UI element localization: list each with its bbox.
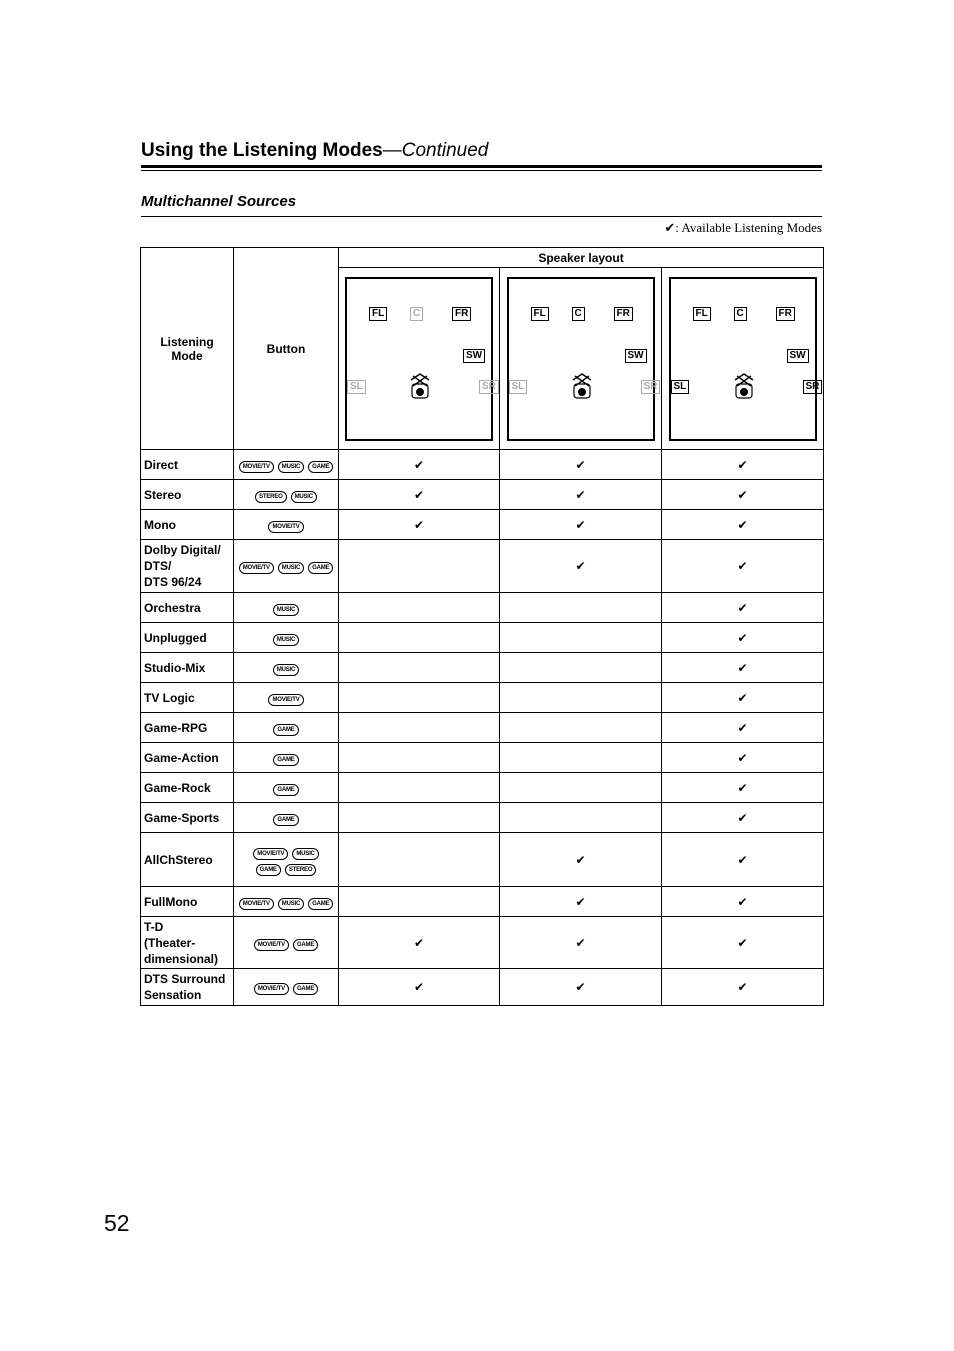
- remote-button-icon: GAME: [308, 461, 333, 473]
- speaker-fl-label: FL: [693, 307, 711, 321]
- remote-button-icon: GAME: [293, 939, 318, 951]
- availability-check: ✔: [339, 480, 500, 510]
- page-title: Using the Listening Modes—Continued: [141, 140, 489, 161]
- col-speaker-header: Speaker layout: [339, 248, 824, 268]
- speaker-layout-diagram: [507, 277, 658, 441]
- table-row: [141, 803, 824, 833]
- remote-button-icon: MOVIE/TV: [268, 694, 303, 706]
- availability-check: ✔: [500, 887, 662, 917]
- availability-check: ✔: [662, 969, 824, 1006]
- speaker-sw-label: SW: [787, 349, 809, 363]
- speaker-sl-label: SL: [347, 380, 366, 394]
- speaker-fr-label: FR: [452, 307, 471, 321]
- remote-button-icon: MUSIC: [278, 461, 304, 473]
- table-row: [141, 683, 824, 713]
- mode-name: AllChStereo: [141, 833, 234, 887]
- speaker-fr-label: FR: [776, 307, 795, 321]
- button-cell: [234, 969, 339, 1006]
- mode-name: Dolby Digital/ DTS/ DTS 96/24: [141, 540, 234, 593]
- listener-icon: [409, 372, 431, 400]
- remote-button-icon: MOVIE/TV: [239, 461, 274, 473]
- mode-name: TV Logic: [141, 683, 234, 713]
- button-cell: [234, 683, 339, 713]
- table-row: [141, 593, 824, 623]
- availability-check: [500, 773, 662, 803]
- availability-check: [339, 743, 500, 773]
- availability-check: [500, 623, 662, 653]
- listening-mode-table: [140, 247, 824, 1006]
- remote-button-icon: MUSIC: [273, 634, 299, 646]
- table-row: [141, 887, 824, 917]
- availability-check: ✔: [500, 969, 662, 1006]
- page-number: 52: [104, 1210, 130, 1236]
- availability-check: ✔: [662, 653, 824, 683]
- availability-check: [339, 773, 500, 803]
- availability-check: ✔: [662, 743, 824, 773]
- table-row: [141, 653, 824, 683]
- speaker-sl-label: SL: [671, 380, 690, 394]
- remote-button-icon: GAME: [308, 898, 333, 910]
- availability-check: ✔: [662, 510, 824, 540]
- table-row: [141, 833, 824, 887]
- availability-check: ✔: [339, 917, 500, 969]
- availability-check: [339, 803, 500, 833]
- speaker-c-label: C: [734, 307, 747, 321]
- button-cell: [234, 803, 339, 833]
- availability-check: ✔: [662, 683, 824, 713]
- availability-check: [339, 593, 500, 623]
- remote-button-icon: MUSIC: [291, 491, 317, 503]
- remote-button-icon: GAME: [256, 864, 281, 876]
- speaker-sw-label: SW: [463, 349, 485, 363]
- mode-name: Game-Rock: [141, 773, 234, 803]
- availability-check: [339, 833, 500, 887]
- table-row: [141, 917, 824, 969]
- availability-check: [500, 683, 662, 713]
- button-cell: [234, 653, 339, 683]
- remote-button-icon: MUSIC: [278, 562, 304, 574]
- availability-check: ✔: [500, 917, 662, 969]
- section-title: Multichannel Sources: [141, 193, 297, 210]
- remote-button-icon: STEREO: [285, 864, 316, 876]
- availability-check: ✔: [662, 540, 824, 593]
- mode-name: Orchestra: [141, 593, 234, 623]
- speaker-diagram-cell: [339, 268, 500, 450]
- availability-check: ✔: [500, 510, 662, 540]
- title-rule-thin: [141, 170, 822, 171]
- remote-button-icon: MOVIE/TV: [239, 898, 274, 910]
- button-cell: [234, 510, 339, 540]
- section-rule: [141, 216, 822, 217]
- availability-check: [500, 743, 662, 773]
- mode-name: Direct: [141, 450, 234, 480]
- availability-check: [500, 593, 662, 623]
- remote-button-icon: MUSIC: [273, 664, 299, 676]
- availability-check: ✔: [662, 480, 824, 510]
- remote-button-icon: MOVIE/TV: [268, 521, 303, 533]
- button-cell: [234, 713, 339, 743]
- availability-check: ✔: [662, 593, 824, 623]
- listener-icon: [733, 372, 755, 400]
- check-icon: ✔: [664, 220, 676, 235]
- mode-name: DTS Surround Sensation: [141, 969, 234, 1006]
- button-cell: [234, 887, 339, 917]
- availability-check: ✔: [662, 450, 824, 480]
- availability-check: [339, 683, 500, 713]
- availability-check: ✔: [339, 969, 500, 1006]
- speaker-fl-label: FL: [531, 307, 549, 321]
- mode-name: Mono: [141, 510, 234, 540]
- remote-button-icon: STEREO: [255, 491, 286, 503]
- mode-name: Stereo: [141, 480, 234, 510]
- button-cell: [234, 743, 339, 773]
- availability-check: ✔: [500, 450, 662, 480]
- availability-check: [500, 713, 662, 743]
- table-row: [141, 743, 824, 773]
- table-row: [141, 773, 824, 803]
- remote-button-icon: MUSIC: [273, 604, 299, 616]
- speaker-sr-label: SR: [641, 380, 661, 394]
- table-row: [141, 969, 824, 1006]
- speaker-c-label: C: [572, 307, 585, 321]
- remote-button-icon: GAME: [273, 814, 298, 826]
- mode-name: Game-RPG: [141, 713, 234, 743]
- availability-check: ✔: [500, 480, 662, 510]
- mode-name: FullMono: [141, 887, 234, 917]
- availability-check: [339, 653, 500, 683]
- availability-check: ✔: [662, 713, 824, 743]
- listener-icon: [571, 372, 593, 400]
- button-cell: [234, 917, 339, 969]
- availability-check: ✔: [662, 773, 824, 803]
- remote-button-icon: MOVIE/TV: [254, 983, 289, 995]
- table-row: [141, 450, 824, 480]
- button-cell: [234, 623, 339, 653]
- availability-check: ✔: [662, 833, 824, 887]
- availability-check: ✔: [662, 887, 824, 917]
- remote-button-icon: MOVIE/TV: [253, 848, 288, 860]
- availability-check: ✔: [662, 803, 824, 833]
- remote-button-icon: MUSIC: [278, 898, 304, 910]
- button-cell: [234, 480, 339, 510]
- availability-check: [500, 803, 662, 833]
- button-cell: [234, 593, 339, 623]
- mode-name: T-D (Theater- dimensional): [141, 917, 234, 969]
- availability-check: ✔: [339, 510, 500, 540]
- speaker-fr-label: FR: [614, 307, 633, 321]
- speaker-sr-label: SR: [803, 380, 823, 394]
- table-row: [141, 480, 824, 510]
- speaker-sr-label: SR: [479, 380, 499, 394]
- mode-name: Unplugged: [141, 623, 234, 653]
- speaker-sl-label: SL: [509, 380, 528, 394]
- speaker-layout-diagram: [345, 277, 496, 441]
- availability-check: ✔: [662, 917, 824, 969]
- speaker-layout-diagram: [669, 277, 820, 441]
- title-rule: [141, 165, 822, 168]
- mode-name: Studio-Mix: [141, 653, 234, 683]
- availability-check: [339, 713, 500, 743]
- button-cell: [234, 540, 339, 593]
- speaker-diagram-cell: [500, 268, 662, 450]
- mode-name: Game-Action: [141, 743, 234, 773]
- availability-check: ✔: [500, 540, 662, 593]
- remote-button-icon: GAME: [273, 784, 298, 796]
- speaker-diagram-cell: [662, 268, 824, 450]
- remote-button-icon: MOVIE/TV: [239, 562, 274, 574]
- button-cell: [234, 450, 339, 480]
- speaker-fl-label: FL: [369, 307, 387, 321]
- remote-button-icon: GAME: [273, 754, 298, 766]
- table-row: [141, 510, 824, 540]
- table-row: [141, 713, 824, 743]
- availability-check: ✔: [339, 450, 500, 480]
- availability-check: [339, 887, 500, 917]
- availability-check: [339, 623, 500, 653]
- button-cell: [234, 833, 339, 887]
- remote-button-icon: GAME: [273, 724, 298, 736]
- speaker-c-label: C: [410, 307, 423, 321]
- remote-button-icon: MOVIE/TV: [254, 939, 289, 951]
- table-row: [141, 623, 824, 653]
- speaker-sw-label: SW: [625, 349, 647, 363]
- availability-check: ✔: [662, 623, 824, 653]
- legend: ✔: Available Listening Modes: [664, 220, 822, 235]
- availability-check: [500, 653, 662, 683]
- table-row: [141, 540, 824, 593]
- remote-button-icon: MUSIC: [292, 848, 318, 860]
- col-mode-header: Listening Mode: [141, 248, 234, 450]
- remote-button-icon: GAME: [293, 983, 318, 995]
- button-cell: [234, 773, 339, 803]
- mode-name: Game-Sports: [141, 803, 234, 833]
- col-button-header: Button: [234, 248, 339, 450]
- availability-check: ✔: [500, 833, 662, 887]
- remote-button-icon: GAME: [308, 562, 333, 574]
- availability-check: [339, 540, 500, 593]
